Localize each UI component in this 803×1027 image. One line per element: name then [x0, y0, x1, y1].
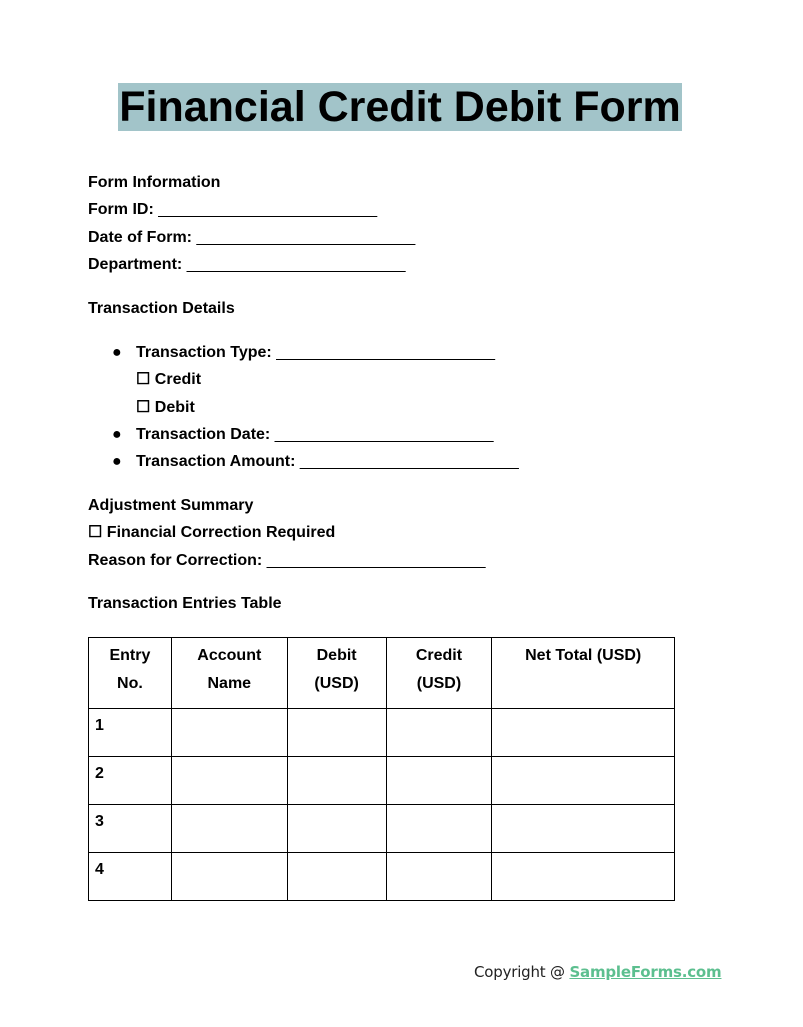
copyright-footer [474, 963, 721, 981]
cell-credit[interactable] [386, 805, 492, 853]
adjustment-summary-heading: Adjustment Summary [88, 497, 254, 514]
date-of-form-blank[interactable]: __________________________ [196, 229, 415, 246]
cell-net-total[interactable] [492, 805, 675, 853]
cell-credit[interactable] [386, 757, 492, 805]
cell-debit[interactable] [287, 757, 386, 805]
column-header-debit: Debit (USD) [287, 638, 386, 709]
transaction-amount-label: Transaction Amount: [136, 453, 296, 470]
transaction-entries-table [88, 637, 675, 901]
financial-correction-label: Financial Correction Required [106, 524, 336, 541]
transaction-amount-blank[interactable]: __________________________ [299, 453, 519, 470]
debit-option[interactable] [136, 398, 195, 418]
cell-account-name[interactable] [171, 709, 287, 757]
cell-net-total[interactable] [492, 853, 675, 901]
reason-label: Reason for Correction: [88, 552, 263, 569]
document-title: Financial Credit Debit Form [119, 83, 681, 131]
column-header-entry-no: Entry No. [89, 638, 172, 709]
sampleforms-link[interactable]: SampleForms.com [569, 963, 722, 981]
department-field[interactable] [88, 255, 405, 275]
department-label: Department: [88, 256, 183, 273]
table-row [89, 757, 675, 805]
form-information-heading: Form Information [88, 174, 221, 191]
cell-credit[interactable] [386, 709, 492, 757]
table-row [89, 853, 675, 901]
checkbox-icon[interactable]: ☐ [136, 399, 151, 416]
transaction-details-heading: Transaction Details [88, 300, 235, 317]
date-of-form-field[interactable] [88, 228, 415, 248]
reason-for-correction-field[interactable] [88, 551, 485, 571]
cell-entry-no: 1 [89, 709, 172, 757]
credit-option-label: Credit [154, 371, 202, 388]
column-header-net-total: Net Total (USD) [492, 638, 675, 709]
entries-table-heading: Transaction Entries Table [88, 595, 282, 612]
checkbox-icon[interactable]: ☐ [136, 371, 151, 388]
checkbox-icon[interactable]: ☐ [88, 524, 103, 541]
form-id-blank[interactable]: __________________________ [158, 201, 377, 218]
reason-blank[interactable]: __________________________ [266, 552, 486, 569]
date-of-form-label: Date of Form: [88, 229, 192, 246]
table-row [89, 805, 675, 853]
bullet-icon: ● [112, 344, 122, 361]
transaction-type-blank[interactable]: __________________________ [276, 344, 495, 361]
transaction-date-blank[interactable]: __________________________ [274, 426, 494, 443]
financial-correction-checkbox[interactable] [88, 523, 335, 543]
transaction-date-label: Transaction Date: [136, 426, 271, 443]
column-header-credit: Credit (USD) [386, 638, 492, 709]
column-header-account-name: Account Name [171, 638, 287, 709]
cell-net-total[interactable] [492, 709, 675, 757]
transaction-type-label: Transaction Type: [136, 344, 272, 361]
cell-debit[interactable] [287, 709, 386, 757]
bullet-icon: ● [112, 426, 122, 443]
title-wrapper [0, 83, 803, 131]
form-id-label: Form ID: [88, 201, 154, 218]
cell-account-name[interactable] [171, 757, 287, 805]
cell-entry-no: 4 [89, 853, 172, 901]
cell-debit[interactable] [287, 853, 386, 901]
transaction-amount-field[interactable] [136, 452, 518, 472]
cell-net-total[interactable] [492, 757, 675, 805]
table-header-row [89, 638, 675, 709]
credit-option[interactable] [136, 370, 201, 390]
transaction-type-field[interactable] [136, 343, 495, 363]
cell-credit[interactable] [386, 853, 492, 901]
cell-entry-no: 3 [89, 805, 172, 853]
form-id-field[interactable] [88, 200, 377, 220]
cell-account-name[interactable] [171, 805, 287, 853]
copyright-text: Copyright @ [474, 963, 570, 981]
department-blank[interactable]: __________________________ [186, 256, 406, 273]
cell-debit[interactable] [287, 805, 386, 853]
table-row [89, 709, 675, 757]
transaction-date-field[interactable] [136, 425, 493, 445]
cell-entry-no: 2 [89, 757, 172, 805]
debit-option-label: Debit [154, 399, 195, 416]
bullet-icon: ● [112, 453, 122, 470]
cell-account-name[interactable] [171, 853, 287, 901]
